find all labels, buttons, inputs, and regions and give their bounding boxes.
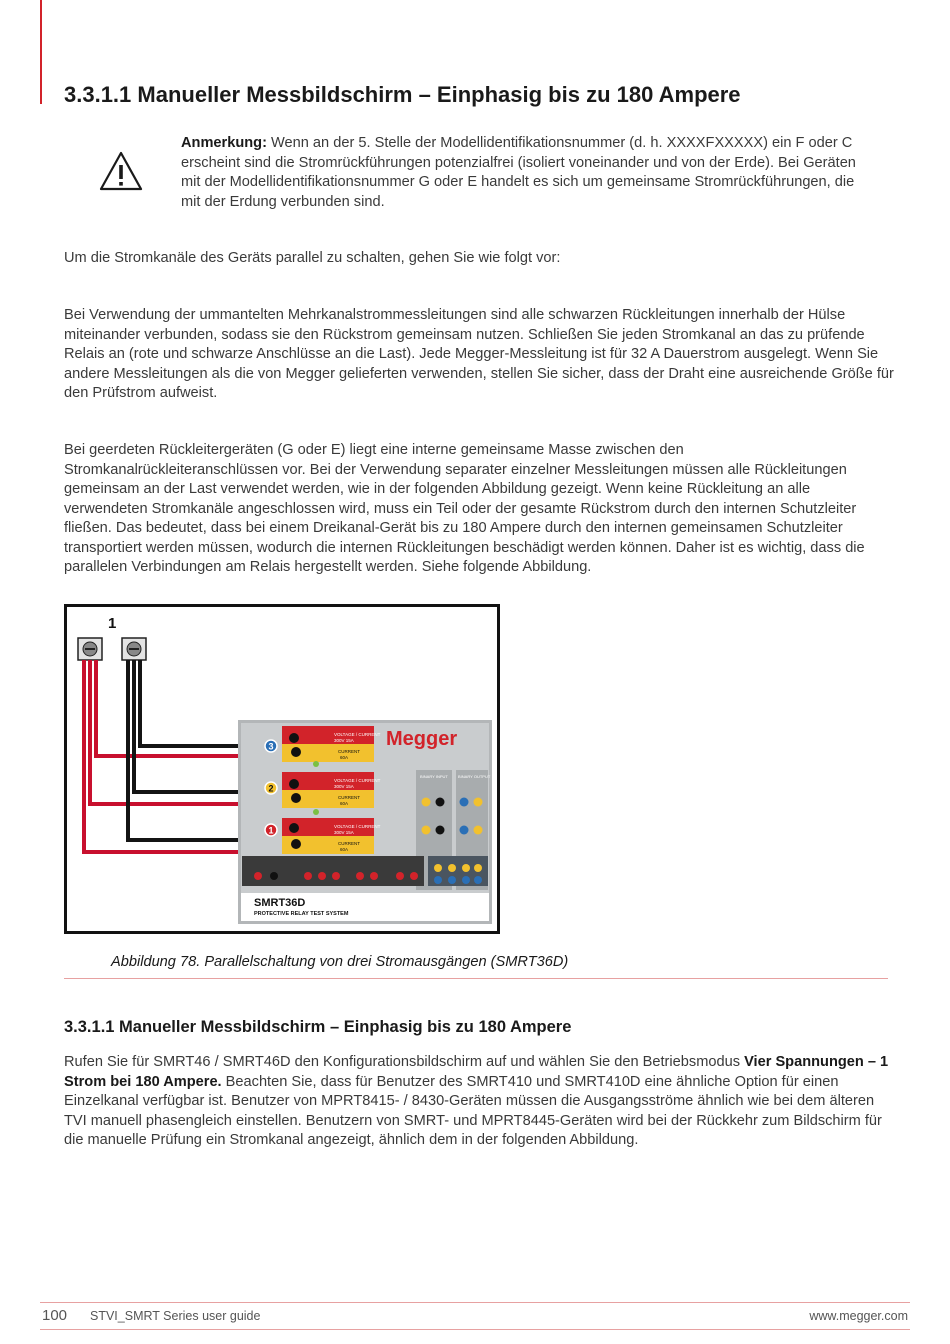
svg-text:300V 15A: 300V 15A bbox=[334, 738, 354, 743]
svg-text:BINARY OUTPUT: BINARY OUTPUT bbox=[458, 774, 491, 779]
channel-1-label: 1 bbox=[268, 825, 274, 836]
margin-accent-bar bbox=[40, 0, 42, 104]
caption-divider bbox=[64, 978, 888, 979]
channel-2 bbox=[265, 772, 381, 808]
channel-2-label: 2 bbox=[268, 783, 274, 794]
svg-text:VOLTAGE / CURRENT: VOLTAGE / CURRENT bbox=[334, 732, 381, 737]
page-number: 100 bbox=[42, 1307, 68, 1324]
paragraph-intro: Um die Stromkanäle des Geräts parallel zu schalten, gehen Sie wie folgt vor: bbox=[64, 250, 561, 266]
warning-icon bbox=[98, 150, 144, 192]
svg-text:300V 15A: 300V 15A bbox=[334, 784, 354, 789]
paragraph-mode-instructions: Rufen Sie für SMRT46 / SMRT46D den Konfigurationsbildschirm auf und wählen Sie den Betriebsmodus Vier Spannungen – 1 Strom bei 180 Ampere. Beachten Sie, dass für Benutzer des SMRT410 und SMRT410D eine ähnliche Option für einen Einzelkanal verfügbar ist. Benutzer von MPRT8415- / 8430-Geräten müssen die Ausgangsströme ähnlich wie bei dem älteren TVI manuell phasengleich einstellen. Benutzern von SMRT- und MPRT8445-Geräten wird bei der Rückkehr zum Bildschirm für die manuelle Prüfung ein Stromkanal angezeigt, ähnlich dem in der folgenden Abbildung. bbox=[64, 1054, 889, 1148]
footer-doc-title: STVI_SMRT Series user guide bbox=[90, 1309, 261, 1323]
footer-rule-top bbox=[40, 1302, 910, 1303]
paragraph-grounded-returns: Bei geerdeten Rückleitergeräten (G oder E) liegt eine interne gemeinsame Masse zwischen den Stromkanalrückleiteranschlüssen vor. Bei der Verwendung separater einzelner Messleitungen müssen alle Rückleitungen gemeinsam an der Last verwendet werden, wie in der folgenden Abbildung gezeigt. Wenn keine Rückleitung an alle verwendeten Stromkanäle angeschlossen wird, muss ein Teil oder der gesamte Rückstrom durch den internen Schutzleiter fließen. Das bedeutet, dass bei einem Dreikanal-Gerät bis zu 180 Ampere durch den internen gemeinsamen Schutzleiter transportiert werden müssen, wodurch die internen Rückleitungen beschädigt werden können. Daher ist es wichtig, dass die parallelen Verbindungen am Relais hergestellt werden. Siehe folgende Abbildung. bbox=[64, 442, 865, 575]
svg-text:60A: 60A bbox=[340, 801, 349, 806]
svg-text:CURRENT: CURRENT bbox=[338, 795, 360, 800]
section-heading: 3.3.1.1 Manueller Messbildschirm – Einphasig bis zu 180 Ampere bbox=[64, 82, 741, 107]
svg-text:CURRENT: CURRENT bbox=[338, 749, 360, 754]
smrt36d-instrument bbox=[238, 720, 492, 924]
parallel-connection-figure bbox=[64, 604, 500, 934]
load-label: 1 bbox=[108, 615, 117, 632]
subsection-heading: 3.3.1.1 Manueller Messbildschirm – Einphasig bis zu 180 Ampere bbox=[64, 1018, 572, 1036]
channel-3-label: 3 bbox=[268, 741, 274, 752]
footer-rule-bottom bbox=[40, 1329, 910, 1330]
load-terminal-black bbox=[122, 638, 146, 660]
brand-logo: Megger bbox=[386, 728, 458, 750]
paragraph-sheathed-leads: Bei Verwendung der ummantelten Mehrkanalstrommessleitungen sind alle schwarzen Rückleitungen innerhalb der Hülse miteinander verbunden, sodass sie den Rückstrom gemeinsam nutzen. Schließen Sie jeden Stromkanal an das zu prüfende Relais an (rote und schwarze Anschlüsse an die Last). Jede Megger-Messleitung ist für 32 A Dauerstrom ausgelegt. Wenn Sie andere Messleitungen als die von Megger gelieferten verwenden, stellen Sie sicher, dass der Draht eine ausreichende Größe für den Prüfstrom aufweist. bbox=[64, 307, 894, 401]
svg-text:60A: 60A bbox=[340, 755, 349, 760]
model-subtitle: PROTECTIVE RELAY TEST SYSTEM bbox=[254, 911, 349, 917]
model-name: SMRT36D bbox=[254, 897, 306, 909]
note-text: Wenn an der 5. Stelle der Modellidentifikationsnummer (d. h. XXXXFXXXXX) ein F oder C erscheint sind die Stromrückführungen potenzialfrei (isoliert voneinander und von der Erde). Bei Geräten mit der Modellidentifikationsnummer G oder E handelt es sich um gemeinsame Stromrückführungen, die mit der Erdung verbunden sind. bbox=[181, 135, 856, 210]
svg-text:300V 15A: 300V 15A bbox=[334, 830, 354, 835]
svg-text:VOLTAGE / CURRENT: VOLTAGE / CURRENT bbox=[334, 778, 381, 783]
svg-text:60A: 60A bbox=[340, 847, 349, 852]
channel-1 bbox=[265, 818, 381, 854]
svg-text:CURRENT: CURRENT bbox=[338, 841, 360, 846]
note-label: Anmerkung: bbox=[181, 135, 267, 151]
channel-3 bbox=[265, 726, 381, 762]
footer-url: www.megger.com bbox=[809, 1309, 908, 1323]
svg-text:VOLTAGE / CURRENT: VOLTAGE / CURRENT bbox=[334, 824, 381, 829]
note-block bbox=[181, 134, 861, 212]
load-terminal-red bbox=[78, 638, 102, 660]
figure-caption: Abbildung 78. Parallelschaltung von drei Stromausgängen (SMRT36D) bbox=[111, 954, 569, 970]
svg-text:BINARY INPUT: BINARY INPUT bbox=[420, 774, 448, 779]
